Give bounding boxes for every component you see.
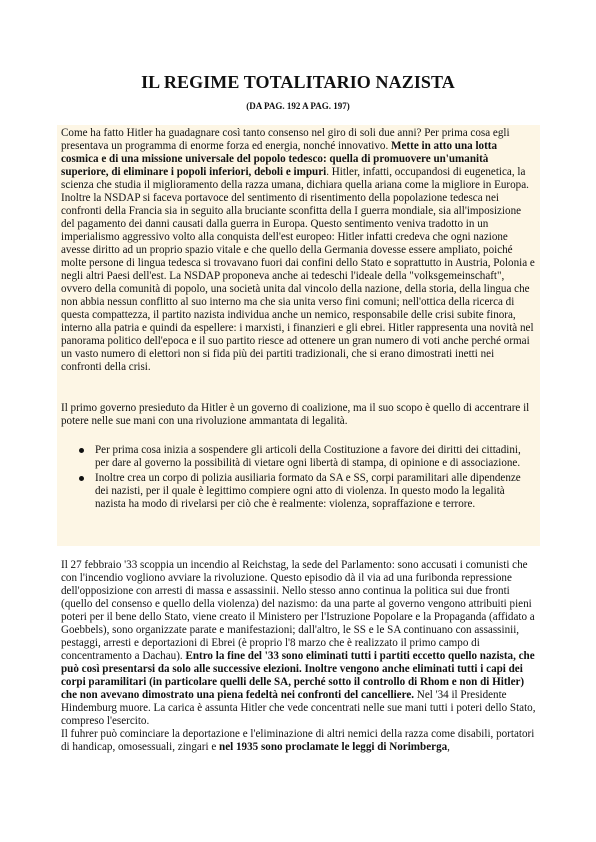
list-item-text: Per prima cosa inizia a sospendere gli articoli della Costituzione a favore dei diritti dei cittadini, per dare al governo la possibilità di vietare ogni libertà di stampa, di opinione e di associazione. — [95, 444, 521, 469]
bullet-icon — [79, 448, 84, 453]
reichstag-text: Il 27 febbraio '33 scoppia un incendio al Reichstag, la sede del Parlamento: sono accusati i comunisti che con l'incendio vogliono avviare la rivoluzione. Questo episodio dà il via ad una furibonda repressione dell'opposizione con arresti di massa e assassinii. Nello stesso anno continua la politica sui due fronti (quello del consenso e quello della violenza) del nazismo: da una parte al governo vengono attribuiti pieni poteri per il bene dello Stato, viene creato il Ministero per l'Istruzione Popolare e la Propaganda (affidato a Goebbels), sono organizzate parate e manifestazioni; dall'altro, le SS e le SA continuano con assassinii, pestaggi, arresti e deportazioni di Ebrei (è proprio l'8 marzo che è realizzato il primo campo di concentramento a Dachau). — [61, 559, 535, 662]
trailing-comma: , — [447, 741, 450, 753]
intro-text-cont: . Hitler, infatti, occupandosi di eugenetica, la scienza che studia il miglioramento della razza umana, dichiara quella ariana come la migliore in Europa. Inoltre la NSDAP si faceva portavoce del sentimento di risentimento della popolazione tedesca nei confronti della Francia sia in seguito alla bruciante sconfitta della I guerra mondiale, sia all'imposizione del pagamento dei danni causati dalla guerra in Europa. Questo sentimento veniva tradotto in un imperialismo aggressivo volto alla conquista dell'est europeo: Hitler infatti credeva che ogni nazione avesse diritto ad un proprio spazio vitale e che quello della Germania dovesse essere ampliato, poiché molte persone di lingua tedesca si trovavano fuori dai confini dello Stato e soprattutto in Austria, Polonia e negli altri Paesi dell'est. La NSDAP proponeva anche ai tedeschi l'ideale della "volksgemeinschaft", ovvero della comunità di popolo, una società unita dal vincolo della nazione, della storia, della lingua che non abbia nessun conflitto al suo interno ma che sia unita verso fini comuni; nell'ottica della ricerca di questa compattezza, il partito nazista individua anche un nemico, responsabile delle crisi subite finora, interno alla patria e quindi da espellere: i marxisti, i finanzieri e gli ebrei. Hitler rappresenta una novità nel panorama politico dell'epoca e il suo partito riesce ad ottenere un gran numero di voti anche perché ormai un vasto numero di elettori non si fida più dei partiti tradizionali, che si erano dimostrati inetti nei confronti della crisi. — [61, 166, 535, 373]
bullet-icon — [79, 476, 84, 481]
norimberga-bold-text: nel 1935 sono proclamate le leggi di Norimberga — [219, 741, 448, 753]
list-item — [61, 472, 536, 511]
list-item — [61, 444, 536, 470]
page-title: IL REGIME TOTALITARIO NAZISTA — [141, 72, 455, 92]
page-subtitle: (DA PAG. 192 A PAG. 197) — [246, 101, 350, 111]
list-item-text: Inoltre crea un corpo di polizia ausiliaria formato da SA e SS, corpi paramilitari alle dipendenze dei nazisti, per il quale è legittimo compiere ogni atto di violenza. In questo modo la legalità nazista ha modo di rivelarsi per ciò che è realmente: violenza, sopraffazione e terrore. — [95, 472, 521, 510]
reichstag-text-cont: Nel '34 il Presidente Hindemburg muore. La carica è assunta Hitler che vede concentrati nelle sue mani tutti i poteri dello Stato, compreso l'esercito. — [61, 689, 536, 727]
bullet-list — [61, 444, 536, 513]
intro-bold-text: Mette in atto una lotta cosmica e di una missione universale del popolo tedesco: quella di promuovere un'umanità superiore, di eliminare i popoli inferiori, deboli e impuri — [61, 140, 498, 178]
intro-text: Come ha fatto Hitler ha guadagnare così tanto consenso nel giro di soli due anni? Per prima cosa egli presentava un programma di enorme forza ed energia, nonché innovativo. — [61, 127, 510, 152]
governo-paragraph: Il primo governo presieduto da Hitler è un governo di coalizione, ma il suo scopo è quello di accentrare il potere nelle sue mani con una rivoluzione ammantata di legalità. — [61, 402, 530, 427]
reichstag-paragraph — [61, 559, 539, 754]
intro-paragraph — [61, 127, 536, 374]
reichstag-bold-text: Entro la fine del '33 sono eliminati tutti i partiti eccetto quello nazista, che può così presentarsi da solo alle successive elezioni. Inoltre vengono anche eliminati tutti i capi dei corpi paramilitari (in particolare quelli delle SA, perché sotto il controllo di Rhom e non di Hitler) che non avevano dimostrato una piena fedeltà nei confronti del cancelliere. — [61, 650, 535, 701]
fuhrer-text: Il fuhrer può cominciare la deportazione e l'eliminazione di altri nemici della razza come disabili, portatori di handicap, omosessuali, zingari e — [61, 728, 535, 753]
